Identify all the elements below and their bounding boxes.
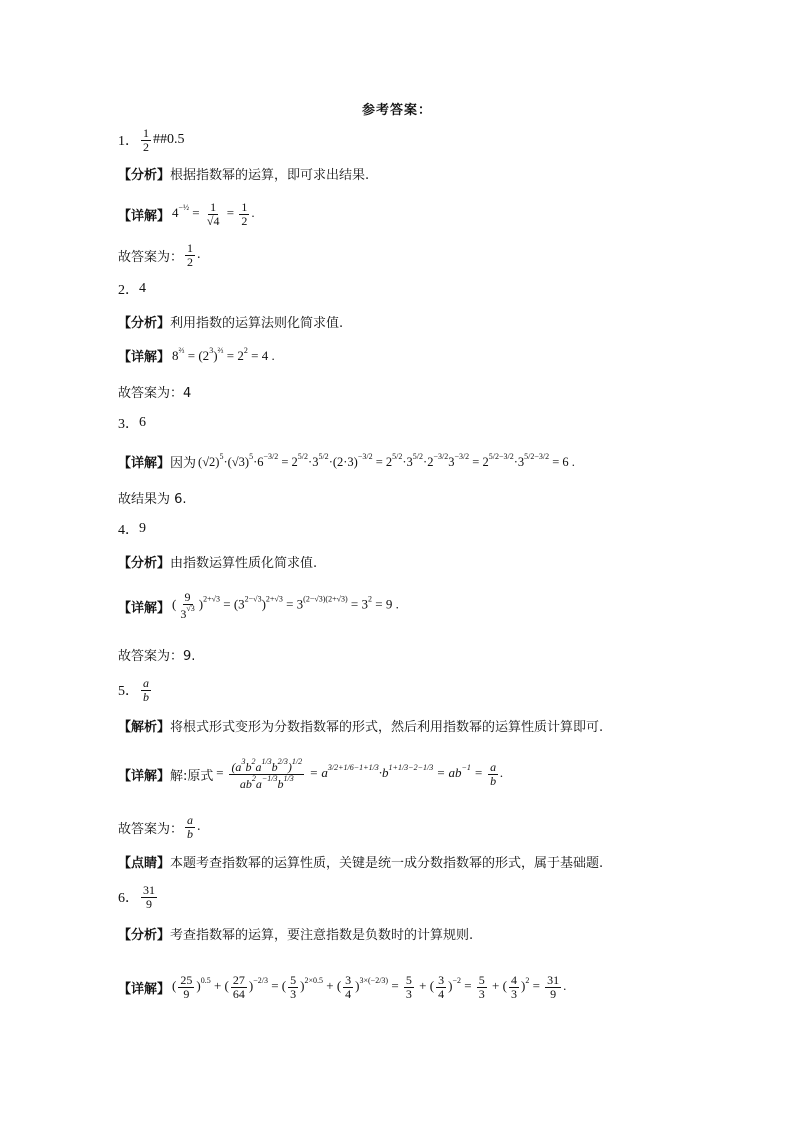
conclusion-1: 故答案为： $\frac{1}{2}$ . [118, 240, 201, 269]
item-number: 1． [118, 134, 139, 149]
answer-4 [118, 516, 146, 542]
conclusion-2 [118, 378, 191, 404]
comment-text: 本题考查指数幂的运算性质，关键是统一成分数指数幂的形式，属于基础题. [170, 855, 604, 871]
answer-1 [118, 122, 185, 158]
detail-5 [118, 744, 503, 804]
analysis-text: 将根式形式变形为分数指数幂的形式，然后利用指数幂的运算性质计算即可. [170, 719, 604, 735]
detail-tag: 【详解】 [118, 981, 171, 997]
formula: ( $\frac{9}{3^{√3}}$ )$^{2+√3} = (3^{2-√3})^{2+√3} = 3^{(2-√3)(2+√3)} = 3^2 = 9$ . [172, 590, 399, 621]
item-number: 2． [118, 283, 139, 298]
analysis-text: 考查指数幂的运算，要注意指数是负数时的计算规则. [170, 927, 474, 943]
item-number: 3． [118, 417, 139, 432]
analysis-tag: 【解析】 [118, 719, 171, 735]
conclusion-fraction: $\frac{a}{b}$ [187, 812, 194, 841]
analysis-1 [118, 160, 369, 186]
answer-value: 6 [139, 415, 146, 430]
answer-5 [118, 671, 153, 709]
answer-value: 4 [139, 281, 146, 296]
analysis-text: 利用指数的运算法则化简求值. [170, 315, 344, 331]
answer-fraction: $\frac{1}{2}$ [143, 125, 149, 154]
detail-2 [118, 340, 275, 370]
formula: $4^{-\frac{1}{2}}$ = $\frac{1}{√4}$ = $\frac{1}{2}$ . [172, 199, 255, 228]
detail-1 [118, 194, 255, 234]
comment-5 [118, 848, 603, 874]
item-number: 4． [118, 523, 139, 538]
conclusion-5: 故答案为： $\frac{a}{b}$ . [118, 812, 201, 841]
answer-value: 9 [139, 521, 146, 536]
analysis-tag: 【分析】 [118, 167, 171, 183]
answer-tail: ##0.5 [153, 132, 185, 147]
detail-3 [118, 446, 575, 476]
detail-6 [118, 962, 566, 1012]
conclusion-text: 故结果为 6. [118, 491, 187, 507]
formula: $(√2)^5\cdot(√3)^5\cdot 6^{-3/2} = 2^{5/2}\cdot 3^{5/2}\cdot(2\cdot 3)^{-3/2} = 2^{5/2}\cdot 3^{5/2}\cdot 2^{-3/2}3^{-3/2} = 2^{5/2-3/2}\cdot 3^{5/2-3/2} = 6$ . [198, 452, 575, 469]
analysis-6 [118, 920, 473, 946]
detail-tag: 【详解】 [118, 768, 171, 784]
formula: ( $\frac{25}{9}$ )$^{0.5}$ + ( $\frac{27}{64}$ )$^{-2/3}$ = ( $\frac{5}{3}$ )$^{2\times 0.5}$ + ( $\frac{3}{4}$ )$^{3\times(-2/3)}$ = $\frac{5}{3}$ + ( $\frac{3}{4}$ )$^{-2}$ = $\frac{5}{3}$ + ( $\frac{4}{3}$ )$^2$ = $\frac{31}{9}$ . [172, 972, 567, 1001]
conclusion-3 [118, 484, 187, 510]
analysis-text: 根据指数幂的运算，即可求出结果. [170, 167, 370, 183]
conclusion-text: 故答案为：4 [118, 385, 192, 401]
answer-6 [118, 878, 159, 916]
answer-fraction: $\frac{31}{9}$ [143, 882, 155, 911]
analysis-tag: 【分析】 [118, 315, 171, 331]
formula: $8^{\frac{2}{3}} = (2^3)^{\frac{2}{3}} = 2^2 = 4$ . [172, 346, 275, 363]
conclusion-4 [118, 641, 195, 667]
page-title: 参考答案： [361, 103, 432, 118]
detail-tag: 【详解】 [118, 600, 171, 616]
analysis-4 [118, 548, 317, 574]
formula: = $\frac{(a^3b^2a^{1/3}b^{2/3})^{1/2}}{ab^2a^{-1/3}b^{1/3}}$ = $a^{3/2+1/6-1+1/3}\cdot b^{1+1/3-2-1/3} = ab^{-1}$ = $\frac{a}{b}$ . [215, 756, 504, 791]
conclusion-fraction: $\frac{1}{2}$ [187, 240, 194, 269]
analysis-tag: 【分析】 [118, 555, 171, 571]
detail-prefix: 解:原式 [170, 768, 214, 784]
conclusion-label: 故答案为： [118, 249, 184, 265]
detail-4 [118, 584, 399, 628]
analysis-text: 由指数运算性质化简求值. [170, 555, 318, 571]
detail-tag: 【详解】 [118, 208, 171, 224]
detail-tag: 【详解】 [118, 455, 171, 471]
answer-2 [118, 276, 146, 302]
detail-tag: 【详解】 [118, 349, 171, 365]
item-number: 6． [118, 891, 139, 906]
conclusion-text: 故答案为：9. [118, 648, 196, 664]
analysis-5 [118, 712, 603, 738]
answer-3 [118, 410, 146, 436]
conclusion-label: 故答案为： [118, 821, 184, 837]
detail-prefix: 因为 [170, 455, 197, 471]
analysis-tag: 【分析】 [118, 927, 171, 943]
analysis-2 [118, 308, 343, 334]
comment-tag: 【点睛】 [118, 855, 171, 871]
answer-fraction: $\frac{a}{b}$ [143, 675, 149, 704]
item-number: 5． [118, 684, 139, 699]
